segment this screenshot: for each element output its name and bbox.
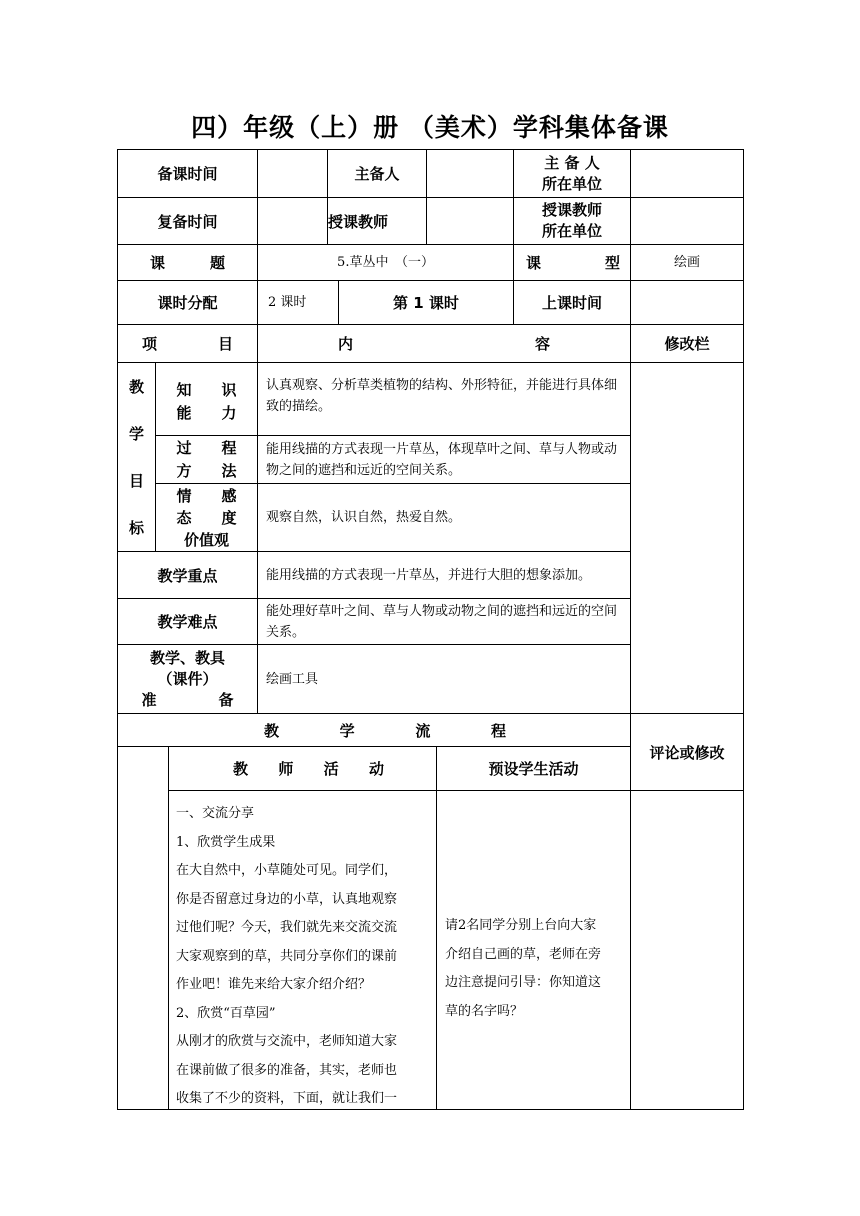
teacher-unit-label [514, 198, 630, 244]
flow-title-char: 教 [264, 721, 280, 740]
label-char: 过 [176, 438, 192, 457]
flow-title-char: 学 [339, 721, 355, 740]
teacher-unit-line1: 授课教师 [541, 201, 602, 219]
label-char: 能 [176, 404, 192, 422]
teacher-activity-line: 1、欣赏学生成果 [176, 834, 276, 850]
label-char: 准 [141, 690, 157, 709]
topic-label [118, 245, 257, 280]
objectives-side-char: 教 [128, 378, 144, 396]
tools-label-line3 [142, 690, 234, 711]
teacher-activity-line: 你是否留意过身边的小草，认真地观察 [176, 891, 398, 907]
process-label-line1 [177, 437, 237, 460]
label-char: 态 [176, 508, 192, 527]
label-char: 感 [221, 486, 237, 505]
teacher-activity-line: 过他们呢？今天，我们就先来交流交流 [176, 920, 398, 935]
objectives-side-char: 学 [128, 425, 144, 443]
tools-label-line1: 教学、教具 [149, 648, 225, 667]
lead-unit-line1: 主 备 人 [544, 153, 600, 172]
difficulty-label: 教学难点 [157, 613, 218, 631]
knowledge-objective-text: 认真观察、分析草类植物的结构、外形特征，并能进行具体细致的描绘。 [266, 378, 618, 414]
knowledge-label-line2 [177, 402, 237, 425]
page-title: 四）年级（上）册 （美术）学科集体备课 [191, 113, 669, 142]
topic-label-b: 题 [209, 254, 225, 272]
student-activity-line: 草的名字吗？ [445, 1003, 524, 1019]
teacher-activity-line: 一、交流分享 [176, 806, 255, 821]
period-allocation-value: 2 课时 [268, 295, 307, 310]
lesson-type-label [514, 245, 630, 280]
comment-column-header: 评论或修改 [649, 743, 725, 762]
item-column-header [118, 325, 257, 362]
teacher-activity-line: 2、欣赏“百草园” [176, 1005, 276, 1021]
lead-unit-label [514, 150, 630, 197]
topic-value: 5.草丛中 （一） [337, 255, 434, 270]
label-char: 知 [176, 381, 192, 399]
flow-title-char: 程 [490, 721, 506, 740]
label-char: 力 [221, 404, 237, 422]
teacher-header-char: 师 [278, 760, 294, 778]
content-header-b: 容 [534, 335, 550, 353]
lead-preparer-label: 主备人 [354, 165, 400, 183]
student-activity-line: 介绍自己画的草，老师在旁 [445, 946, 602, 962]
topic-label-a: 课 [150, 254, 166, 272]
key-point-label: 教学重点 [157, 566, 218, 585]
label-char: 识 [221, 381, 237, 399]
teacher-unit-line2: 所在单位 [541, 222, 602, 240]
objectives-side-char: 目 [128, 472, 144, 490]
emotion-label-line1 [177, 485, 237, 507]
lead-unit-line2: 所在单位 [541, 174, 602, 193]
teaching-flow-title [118, 714, 630, 746]
teacher-activity-line: 收集了不少的资料，下面，就让我们一 [176, 1091, 398, 1106]
lesson-type-value: 绘画 [673, 255, 700, 270]
flow-title-char: 流 [415, 721, 431, 740]
teacher-header-char: 动 [368, 760, 384, 778]
tools-label-line2: （课件） [157, 669, 218, 688]
teacher-activity-line: 大家观察到的草，共同分享你们的课前 [176, 948, 398, 964]
knowledge-label-line1 [177, 379, 237, 402]
knowledge-label [156, 372, 257, 432]
item-header-b: 目 [217, 335, 233, 353]
item-header-a: 项 [142, 335, 158, 353]
teacher-activity-content [176, 800, 432, 1114]
label-char: 程 [221, 438, 237, 457]
student-activity-line: 请2名同学分别上台向大家 [445, 918, 597, 933]
content-column-header [258, 325, 630, 362]
class-time-label: 上课时间 [541, 294, 602, 312]
label-char: 方 [176, 461, 192, 480]
lesson-type-label-b: 型 [604, 254, 620, 272]
process-label [156, 436, 257, 483]
prep-time-label: 备课时间 [157, 165, 218, 183]
content-header-a: 内 [338, 335, 354, 353]
teacher-header-char: 教 [233, 760, 249, 778]
label-char: 情 [176, 486, 192, 505]
teacher-label: 授课教师 [328, 212, 389, 231]
student-activity-content [445, 912, 625, 1026]
difficulty-text: 能处理好草叶之间、草与人物或动物之间的遮挡和远近的空间关系。 [266, 603, 618, 640]
emotion-label [156, 484, 257, 551]
process-objective-text: 能用线描的方式表现一片草丛，体现草叶之间、草与人物或动物之间的遮挡和远近的空间关系。 [266, 441, 618, 478]
session-label: 第 1 课时 [393, 294, 459, 312]
emotion-objective-text: 观察自然，认识自然，热爱自然。 [266, 510, 462, 525]
lesson-type-label-a: 课 [526, 254, 542, 272]
period-allocation-label: 课时分配 [157, 294, 218, 312]
review-time-label: 复备时间 [157, 212, 218, 231]
emotion-label-line3: 价值观 [183, 530, 229, 549]
label-char: 法 [221, 461, 237, 480]
label-char: 度 [221, 508, 237, 527]
teacher-activity-line: 在大自然中，小草随处可见。同学们， [176, 863, 398, 878]
tools-text: 绘画工具 [266, 671, 319, 687]
teacher-activity-line: 从刚才的欣赏与交流中，老师知道大家 [176, 1034, 398, 1049]
process-label-line2 [177, 460, 237, 483]
revise-column-header: 修改栏 [664, 335, 710, 353]
student-activity-header: 预设学生活动 [488, 760, 579, 778]
objectives-side-char: 标 [128, 519, 144, 537]
teacher-activity-line: 作业吧！谁先来给大家介绍介绍？ [176, 977, 372, 992]
objectives-side-label [118, 376, 155, 538]
label-char: 备 [218, 690, 234, 709]
teacher-header-char: 活 [323, 760, 339, 778]
teacher-activity-header [169, 747, 436, 790]
tools-label [118, 645, 257, 713]
teacher-activity-line: 在课前做了很多的准备，其实，老师也 [176, 1062, 398, 1078]
key-point-text: 能用线描的方式表现一片草丛，并进行大胆的想象添加。 [266, 567, 592, 583]
emotion-label-line2 [177, 507, 237, 529]
student-activity-line: 边注意提问引导：你知道这 [445, 975, 602, 990]
